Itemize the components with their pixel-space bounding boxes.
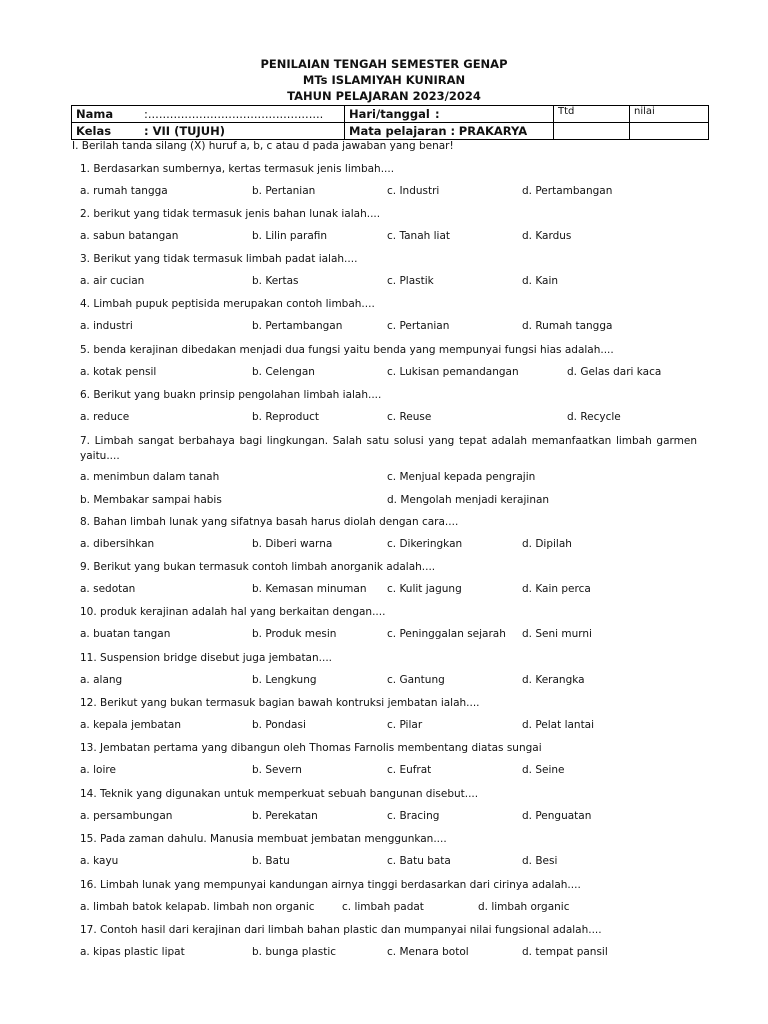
name-label: Nama xyxy=(76,107,114,121)
class-label: Kelas xyxy=(76,124,112,138)
student-info-table xyxy=(71,105,709,140)
question-text: 9. Berikut yang bukan termasuk contoh limbah anorganik adalah.... xyxy=(80,561,436,573)
answer-option-b[interactable]: b. Kertas xyxy=(252,275,299,287)
question-text: 16. Limbah lunak yang mempunyai kandungan airnya tinggi berdasarkan dari cirinya adalah.... xyxy=(80,879,581,891)
answer-option-c[interactable]: c. Plastik xyxy=(387,275,434,287)
answer-option-c[interactable]: c. Menara botol xyxy=(387,946,469,958)
day-date-field[interactable]: : xyxy=(435,107,440,121)
answer-option-d[interactable]: d. Mengolah menjadi kerajinan xyxy=(387,494,550,506)
class-value: : VII (TUJUH) xyxy=(144,124,225,138)
answer-option-d[interactable]: d. Seine xyxy=(522,764,565,776)
question-text: 4. Limbah pupuk peptisida merupakan contoh limbah.... xyxy=(80,298,375,310)
answer-option-a[interactable]: a. alang xyxy=(80,674,123,686)
signature-box[interactable] xyxy=(554,123,630,140)
answer-option-a[interactable]: a. buatan tangan xyxy=(80,628,171,640)
answer-option-b[interactable]: b. Pertanian xyxy=(252,185,316,197)
answer-option-a[interactable]: a. kotak pensil xyxy=(80,366,157,378)
academic-year: TAHUN PELAJARAN 2023/2024 xyxy=(287,89,481,103)
answer-option-a[interactable]: a. kepala jembatan xyxy=(80,719,181,731)
answer-option-b[interactable]: b. bunga plastic xyxy=(252,946,337,958)
day-date-cell xyxy=(345,106,554,123)
answer-option-c[interactable]: c. Peninggalan sejarah xyxy=(387,628,506,640)
answer-option-d[interactable]: d. Pelat lantai xyxy=(522,719,595,731)
answer-option-c[interactable]: c. Industri xyxy=(387,185,440,197)
answer-option-b[interactable]: b. Diberi warna xyxy=(252,538,333,550)
answer-option-c[interactable]: c. Eufrat xyxy=(387,764,432,776)
answer-option-d[interactable]: d. Besi xyxy=(522,855,558,867)
answer-option-c[interactable]: c. Gantung xyxy=(387,674,445,686)
question-text: 10. produk kerajinan adalah hal yang berkaitan dengan.... xyxy=(80,606,386,618)
class-cell xyxy=(72,123,345,140)
answer-option-d[interactable]: d. limbah organic xyxy=(478,901,570,913)
answer-option-b[interactable]: b. Reproduct xyxy=(252,411,320,423)
answer-option-c[interactable]: c. Bracing xyxy=(387,810,440,822)
signature-header: Ttd xyxy=(554,106,630,123)
answer-option-c[interactable]: c. limbah padat xyxy=(342,901,424,913)
question-text: 12. Berikut yang bukan termasuk bagian bawah kontruksi jembatan ialah.... xyxy=(80,697,480,709)
name-cell xyxy=(72,106,345,123)
answer-option-b[interactable]: b. Produk mesin xyxy=(252,628,337,640)
answer-option-c[interactable]: c. Pertanian xyxy=(387,320,450,332)
question-text: 2. berikut yang tidak termasuk jenis bahan lunak ialah.... xyxy=(80,208,381,220)
answer-option-b[interactable]: b. Batu xyxy=(252,855,290,867)
subject-cell xyxy=(345,123,554,140)
answer-option-d[interactable]: d. Recycle xyxy=(567,411,621,423)
answer-option-b[interactable]: b. Pertambangan xyxy=(252,320,343,332)
answer-option-d[interactable]: d. Gelas dari kaca xyxy=(567,366,662,378)
answer-option-a[interactable]: a. rumah tangga xyxy=(80,185,168,197)
question-text: 13. Jembatan pertama yang dibangun oleh Thomas Farnolis membentang diatas sungai xyxy=(80,742,542,754)
answer-option-a[interactable]: a. menimbun dalam tanah xyxy=(80,471,220,483)
school-name: MTs ISLAMIYAH KUNIRAN xyxy=(302,73,466,87)
score-box[interactable] xyxy=(630,123,709,140)
answer-option-c[interactable]: c. Menjual kepada pengrajin xyxy=(387,471,536,483)
answer-option-d[interactable]: d. Kerangka xyxy=(522,674,585,686)
score-header: nilai xyxy=(630,106,709,123)
answer-option-b[interactable]: b. Kemasan minuman xyxy=(252,583,367,595)
answer-option-c[interactable]: c. Reuse xyxy=(387,411,432,423)
subject-value: PRAKARYA xyxy=(458,124,528,138)
answer-option-d[interactable]: d. Penguatan xyxy=(522,810,592,822)
answer-option-d[interactable]: d. Dipilah xyxy=(522,538,572,550)
answer-option-d[interactable]: d. Seni murni xyxy=(522,628,592,640)
question-text: 11. Suspension bridge disebut juga jembatan.... xyxy=(80,652,332,664)
name-field[interactable]: :................................................ xyxy=(144,107,324,121)
answer-option-b[interactable]: b. Perekatan xyxy=(252,810,318,822)
answer-option-a[interactable]: a. persambungan xyxy=(80,810,173,822)
answer-option-d[interactable]: d. Kardus xyxy=(522,230,572,242)
answer-option-a[interactable]: a. air cucian xyxy=(80,275,145,287)
answer-option-b[interactable]: b. Celengan xyxy=(252,366,315,378)
question-text: 1. Berdasarkan sumbernya, kertas termasuk jenis limbah.... xyxy=(80,163,395,175)
answer-option-c[interactable]: c. Kulit jagung xyxy=(387,583,462,595)
answer-option-c[interactable]: c. Tanah liat xyxy=(387,230,451,242)
answer-option-a[interactable]: a. loire xyxy=(80,764,116,776)
answer-option-a[interactable]: a. dibersihkan xyxy=(80,538,155,550)
answer-option-a[interactable]: a. kayu xyxy=(80,855,119,867)
question-text: 6. Berikut yang buakn prinsip pengolahan limbah ialah.... xyxy=(80,389,382,401)
answer-option-a[interactable]: a. sedotan xyxy=(80,583,136,595)
answer-option-a[interactable]: a. kipas plastic lipat xyxy=(80,946,185,958)
question-text: 5. benda kerajinan dibedakan menjadi dua fungsi yaitu benda yang mempunyai fungsi hias adalah.... xyxy=(80,344,614,356)
answer-option-b[interactable]: b. Pondasi xyxy=(252,719,306,731)
question-text: 3. Berikut yang tidak termasuk limbah padat ialah.... xyxy=(80,253,358,265)
answer-option-c[interactable]: c. Dikeringkan xyxy=(387,538,463,550)
day-date-label: Hari/tanggal xyxy=(349,107,430,121)
answer-option-d[interactable]: d. Kain xyxy=(522,275,559,287)
instruction-text: I. Berilah tanda silang (X) huruf a, b, c atau d pada jawaban yang benar! xyxy=(72,140,454,152)
answer-option-c[interactable]: c. Pilar xyxy=(387,719,423,731)
question-text: 8. Bahan limbah lunak yang sifatnya basah harus diolah dengan cara.... xyxy=(80,516,459,528)
answer-option-a[interactable]: a. reduce xyxy=(80,411,130,423)
question-text: 17. Contoh hasil dari kerajinan dari limbah bahan plastic dan mumpanyai nilai fungsional adalah.... xyxy=(80,924,602,936)
question-text: 15. Pada zaman dahulu. Manusia membuat jembatan menggunkan.... xyxy=(80,833,447,845)
answer-option-c[interactable]: c. Batu bata xyxy=(387,855,451,867)
answer-option-a[interactable]: a. sabun batangan xyxy=(80,230,179,242)
subject-label: Mata pelajaran : xyxy=(349,124,456,138)
answer-option-b[interactable]: b. Lengkung xyxy=(252,674,317,686)
question-text: 14. Teknik yang digunakan untuk memperkuat sebuah bangunan disebut.... xyxy=(80,788,479,800)
answer-option-b[interactable]: b. Membakar sampai habis xyxy=(80,494,222,506)
answer-option-c[interactable]: c. Lukisan pemandangan xyxy=(387,366,519,378)
answer-option-d[interactable]: d. tempat pansil xyxy=(522,946,608,958)
answer-option-a[interactable]: a. limbah batok kelapab. limbah non organic xyxy=(80,901,315,913)
answer-option-d[interactable]: d. Kain perca xyxy=(522,583,591,595)
answer-option-b[interactable]: b. Lilin parafin xyxy=(252,230,328,242)
answer-option-a[interactable]: a. industri xyxy=(80,320,133,332)
answer-option-d[interactable]: d. Rumah tangga xyxy=(522,320,613,332)
answer-option-b[interactable]: b. Severn xyxy=(252,764,302,776)
answer-option-d[interactable]: d. Pertambangan xyxy=(522,185,613,197)
question-text: 7. Limbah sangat berbahaya bagi lingkungan. Salah satu solusi yang tepat adalah memanfaatkan limbah garmen yaitu.... xyxy=(80,435,697,462)
exam-title: PENILAIAN TENGAH SEMESTER GENAP xyxy=(260,57,508,71)
